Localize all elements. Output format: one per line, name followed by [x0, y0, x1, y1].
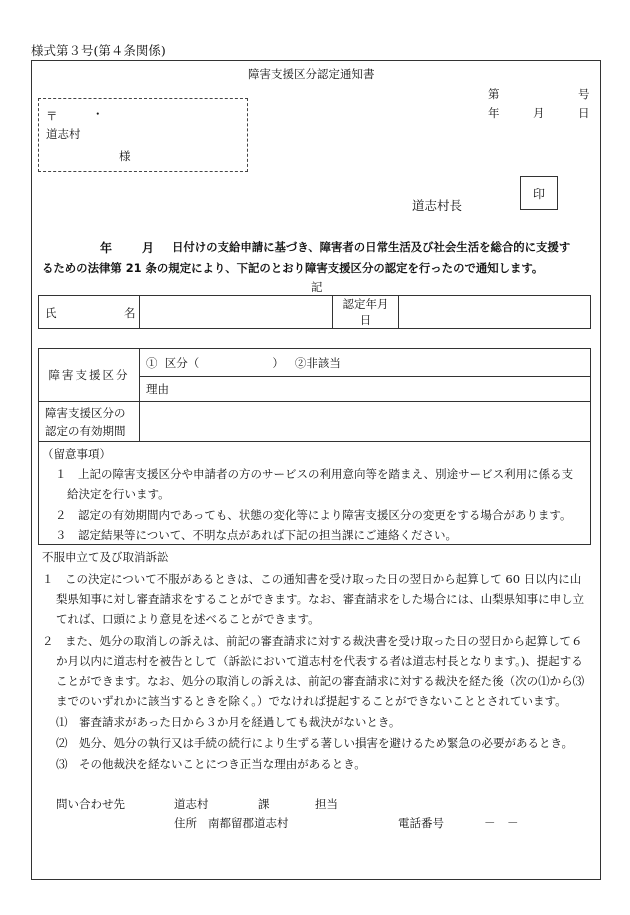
appeal-heading: 不服申立て及び取消訴訟: [42, 550, 169, 564]
cert-date-value: [399, 296, 591, 329]
period-value: [140, 402, 591, 442]
issuer: 道志村長: [412, 198, 463, 213]
notes-item-2: ２ 認定の有効期間内であっても、状態の変化等により障害支援区分の変更をする場合があります。: [55, 508, 572, 522]
category-table: [38, 348, 591, 442]
name-label-cell: [39, 296, 140, 329]
reason-cell: 理由: [140, 377, 591, 402]
notes-item-1: １ 上記の障害支援区分や申請者の方のサービスの利用意向等を踏まえ、別途サービス利用に係る支: [55, 467, 574, 481]
contact-phone-label: 電話番号: [398, 816, 444, 830]
body-month: 月: [142, 241, 155, 255]
appeal-line: てれば、口頭により意見を述べることができます。: [56, 612, 320, 626]
doc-no-prefix: 第: [488, 87, 500, 101]
appeal-line: か月以内に道志村を被告として（訴訟において道志村を代表する者は道志村長となります。)、提起する: [56, 654, 583, 668]
notes-heading: （留意事項）: [42, 447, 111, 461]
contact-address: 南都留郡道志村: [208, 816, 289, 830]
name-label-2: 名: [124, 306, 136, 320]
appeal-line: １ この決定について不服があるときは、この通知書を受け取った日の翌日から起算して 60 日以内に山: [42, 572, 582, 586]
doc-no-suffix: 号: [578, 87, 590, 101]
period-label: [39, 402, 140, 442]
appeal-line: ことができます。なお、処分の取消しの訴えは、前記の審査請求に対する裁決を経た後（次の⑴から⑶: [56, 674, 585, 688]
category-label: 障害支援区分: [39, 349, 140, 402]
body-line-2: るための法律第 21 条の規定により、下記のとおり障害支援区分の認定を行ったので通知します。: [42, 261, 544, 275]
contact-village: 道志村: [174, 797, 209, 811]
postal-dot: ・: [92, 107, 104, 121]
ki-label: 記: [311, 280, 323, 294]
cert-date-label: 認定年月日: [333, 296, 399, 329]
period-label-2: 認定の有効期間: [45, 423, 126, 438]
appeal-subitem: ⑵ 処分、処分の執行又は手続の続行により生ずる著しい損害を避けるため緊急の必要があるとき。: [56, 736, 574, 750]
appeal-line: 梨県知事に対し審査請求をすることができます。なお、審査請求をした場合には、山梨県知事に申し立: [56, 592, 585, 606]
date-year: 年: [488, 106, 500, 120]
contact-phone: － －: [484, 816, 519, 830]
name-value-cell: [140, 296, 333, 329]
contact-address-label: 住所: [174, 816, 197, 830]
address-honorific: 様: [119, 149, 131, 163]
name-label-1: 氏: [45, 306, 57, 320]
appeal-subitem: ⑶ その他裁決を経ないことにつき正当な理由があるとき。: [56, 757, 366, 771]
notes-item-1-cont: 給決定を行います。: [67, 487, 170, 501]
notes-item-3: ３ 認定結果等について、不明な点があれば下記の担当課にご連絡ください。: [55, 528, 458, 542]
category-options: ① 区分（ ） ②非該当: [140, 349, 591, 377]
recipient-table: [38, 295, 591, 329]
contact-section: 課: [258, 797, 270, 811]
contact-label: 問い合わせ先: [56, 797, 125, 811]
date-month: 月: [533, 106, 545, 120]
document-title: 障害支援区分認定通知書: [248, 67, 375, 81]
address-village: 道志村: [46, 127, 81, 141]
period-label-1: 障害支援区分の: [45, 405, 126, 420]
body-line-1: 日付けの支給申請に基づき、障害者の日常生活及び社会生活を総合的に支援す: [172, 240, 571, 254]
form-number: 様式第３号(第４条関係): [31, 43, 166, 58]
date-day: 日: [578, 106, 590, 120]
appeal-line: までのいずれかに該当するときを除く。）でなければ提起することができないこととされています。: [56, 694, 567, 708]
postal-mark: 〒: [46, 109, 58, 123]
seal-label: 印: [532, 187, 545, 201]
appeal-subitem: ⑴ 審査請求があった日から３か月を経過しても裁決がないとき。: [56, 715, 401, 729]
appeal-line: ２ また、処分の取消しの訴えは、前記の審査請求に対する裁決書を受け取った日の翌日から起算して６: [42, 634, 583, 648]
body-year: 年: [100, 241, 113, 255]
seal-box: [520, 176, 558, 210]
contact-staff: 担当: [315, 797, 338, 811]
